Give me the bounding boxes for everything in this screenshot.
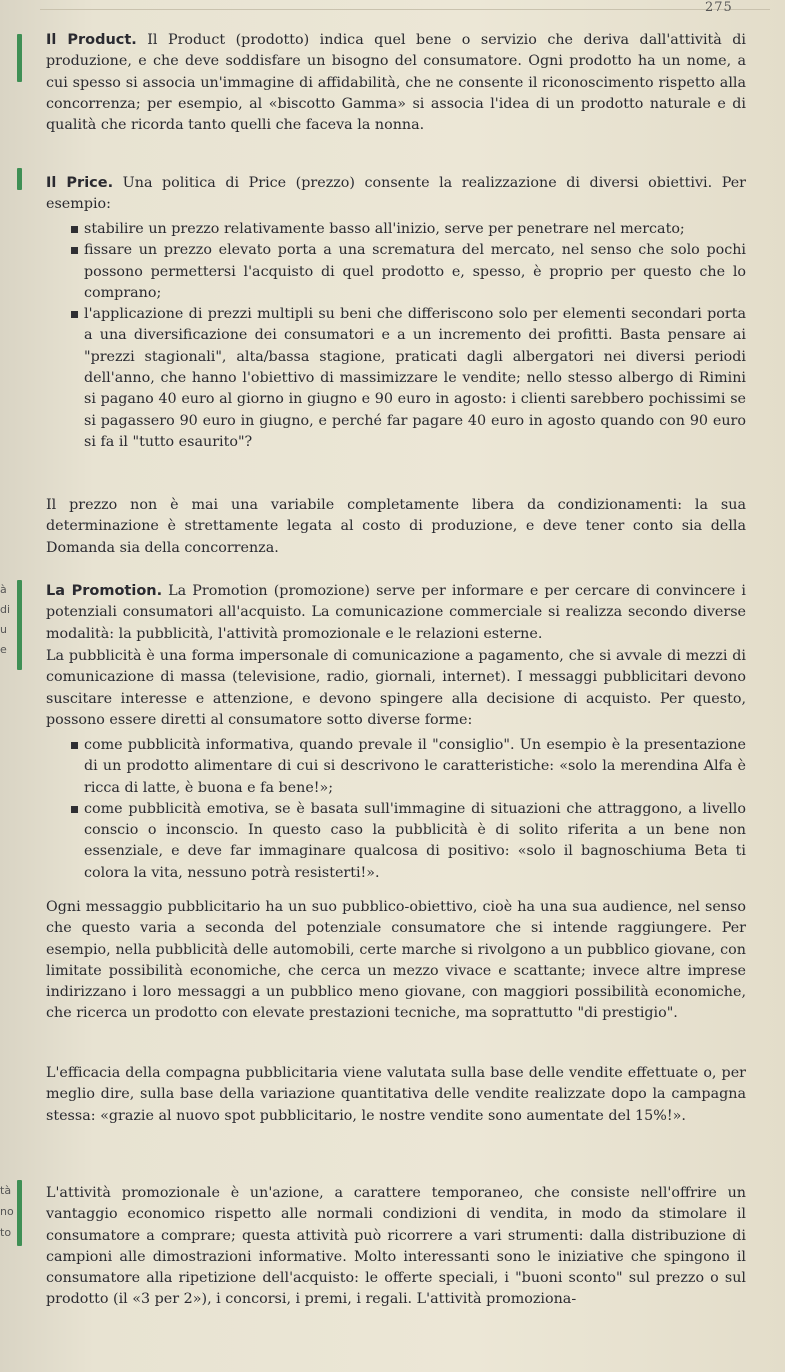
price-text: Una politica di Price (prezzo) consente la realizzazione di diversi obiettivi. Per esempio: bbox=[46, 175, 746, 213]
margin-bar bbox=[17, 1180, 22, 1246]
margin-bar bbox=[17, 34, 22, 82]
margin-note: no bbox=[0, 1205, 14, 1218]
page-number: 275 bbox=[705, 0, 733, 15]
product-section bbox=[46, 30, 746, 136]
promotion-bullet-list bbox=[46, 735, 746, 884]
price-intro bbox=[46, 173, 746, 216]
product-heading: Il Product. bbox=[46, 32, 137, 48]
promotion-heading: La Promotion. bbox=[46, 583, 163, 599]
margin-bar bbox=[17, 580, 22, 670]
margin-note: tà bbox=[0, 1184, 12, 1197]
price-closing-text: Il prezzo non è mai una variabile completamente libera da condizionamenti: la sua determinazione è strettamente legata al costo di produzione, e deve tener conto sia della Domanda sia della concorrenza. bbox=[46, 497, 746, 556]
top-rule bbox=[40, 9, 770, 10]
list-item: fissare un prezzo elevato porta a una scrematura del mercato, nel senso che solo pochi possono permettersi l'acquisto di quel prodotto e, spesso, è proprio per questo che lo comprano; bbox=[46, 240, 746, 304]
promotion-intro bbox=[46, 581, 746, 645]
price-closing bbox=[46, 495, 746, 559]
margin-note: to bbox=[0, 1226, 12, 1239]
margin-bar bbox=[17, 168, 22, 190]
pubblicita-text: La pubblicità è una forma impersonale di comunicazione a pagamento, che si avvale di mezzi di comunicazione di massa (televisione, radio, giornali, internet). I messaggi pubblicitari devono suscitare interesse e attenzione, e devono spingere alla decisione di acquisto. Per questo, possono essere diretti al consumatore sotto diverse forme: bbox=[46, 648, 746, 728]
efficacia-paragraph bbox=[46, 1063, 746, 1127]
margin-note: u bbox=[0, 623, 7, 636]
list-item: l'applicazione di prezzi multipli su beni che differiscono solo per elementi secondari porta a una diversificazione dei consumatori e a un incremento dei profitti. Basta pensare ai "prezzi stagionali", alta/bassa stagione, praticati dagli albergatori nei diversi periodi dell'anno, che hanno l'obiettivo di massimizzare le vendite; nello stesso albergo di Rimini si pagano 40 euro al giorno in giugno e 90 euro in agosto: i clienti sarebbero pochissimi se si pagassero 90 euro in giugno, e perché far pagare 40 euro in agosto quando con 90 euro si fa il "tutto esaurito"? bbox=[46, 304, 746, 453]
margin-note: e bbox=[0, 643, 7, 656]
margin-note: di bbox=[0, 603, 11, 616]
promotion-text: La Promotion (promozione) serve per informare e per cercare di convincere i potenziali consumatori all'acquisto. La comunicazione commerciale si realizza secondo diverse modalità: la pubblicità, l'attività promozionale e le relazioni esterne. bbox=[46, 583, 746, 642]
product-text: Il Product (prodotto) indica quel bene o servizio che deriva dall'attività di produzione, e che deve soddisfare un bisogno del consumatore. Ogni prodotto ha un nome, a cui spesso si associa un'immagine di affidabilità, che ne consente il riconoscimento rispetto alla concorrenza; per esempio, al «biscotto Gamma» si associa l'idea di un prodotto naturale e di qualità che ricorda tanto quelli che faceva la nonna. bbox=[46, 32, 746, 134]
efficacia-text: L'efficacia della compagna pubblicitaria viene valutata sulla base delle vendite effettuate o, per meglio dire, sulla base della variazione quantitativa delle vendite realizzate dopo la campagna stessa: «grazie al nuovo spot pubblicitario, le nostre vendite sono aumentate del 15%!». bbox=[46, 1065, 746, 1124]
attivita-paragraph bbox=[46, 1183, 746, 1311]
margin-note: à bbox=[0, 583, 7, 596]
pubblicita-paragraph bbox=[46, 646, 746, 731]
price-bullet-list bbox=[46, 219, 746, 453]
list-item: stabilire un prezzo relativamente basso all'inizio, serve per penetrare nel mercato; bbox=[46, 219, 746, 240]
attivita-text: L'attività promozionale è un'azione, a carattere temporaneo, che consiste nell'offrire un vantaggio economico rispetto alle normali condizioni di vendita, in modo da stimolare il consumatore a comprare; questa attività può ricorrere a vari strumenti: dalla distribuzione di campioni alle dimostrazioni informative. Molto interessanti sono le iniziative che spingono il consumatore alla ripetizione dell'acquisto: le offerte speciali, i "buoni sconto" sul prezzo o sul prodotto (il «3 per 2»), i concorsi, i premi, i regali. L'attività promoziona- bbox=[46, 1185, 746, 1308]
list-item: come pubblicità informativa, quando prevale il "consiglio". Un esempio è la presentazione di un prodotto alimentare di cui si descrivono le caratteristiche: «solo la merendina Alfa è ricca di latte, è buona e fa bene!»; bbox=[46, 735, 746, 799]
audience-paragraph bbox=[46, 897, 746, 1025]
price-heading: Il Price. bbox=[46, 175, 114, 191]
list-item: come pubblicità emotiva, se è basata sull'immagine di situazioni che attraggono, a livello conscio o inconscio. In questo caso la pubblicità è di solito riferita a un bene non essenziale, e deve far immaginare qualcosa di positivo: «solo il bagnoschiuma Beta ti colora la vita, nessuno potrà resisterti!». bbox=[46, 799, 746, 884]
audience-text: Ogni messaggio pubblicitario ha un suo pubblico-obiettivo, cioè ha una sua audience, nel senso che questo varia a seconda del potenziale consumatore che si intende raggiungere. Per esempio, nella pubblicità delle automobili, certe marche si rivolgono a un pubblico giovane, con limitate possibilità economiche, che cerca un mezzo vivace e scattante; invece altre imprese indirizzano i loro messaggi a un pubblico meno giovane, con maggiori possibilità economiche, che ricerca un prodotto con elevate prestazioni tecniche, ma soprattutto "di prestigio". bbox=[46, 899, 746, 1022]
